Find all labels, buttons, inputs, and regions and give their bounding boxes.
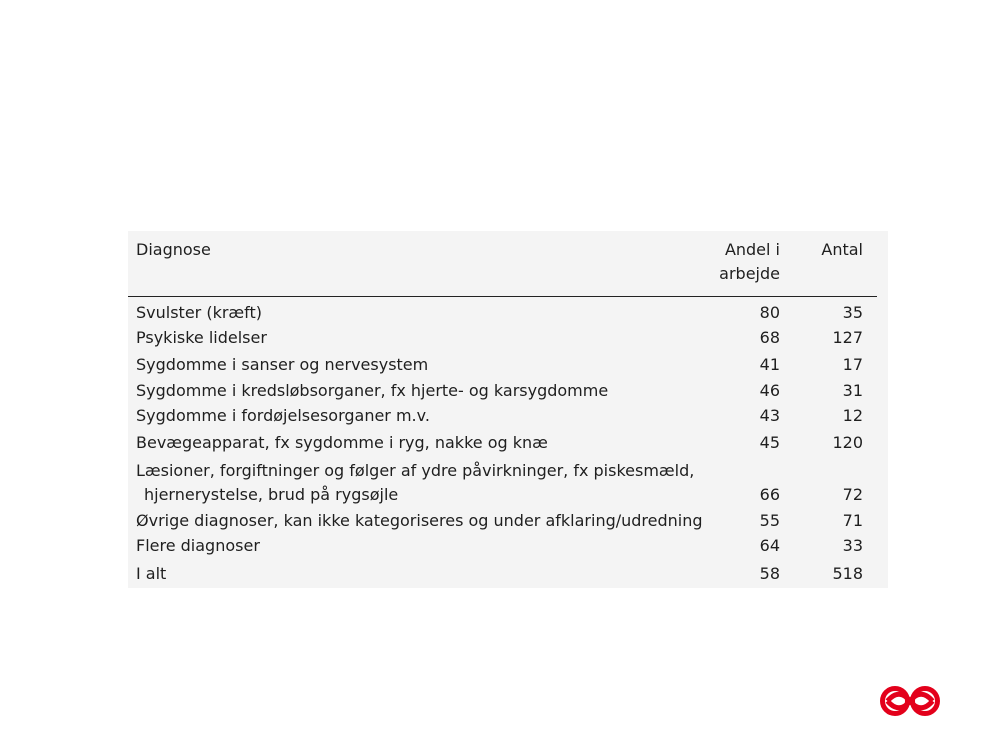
row-andel: 58: [759, 564, 780, 583]
row-andel: 43: [759, 406, 780, 425]
row-andel: 41: [759, 355, 780, 374]
row-label: Psykiske lidelser: [136, 328, 267, 347]
row-antal: 518: [832, 564, 863, 583]
table-row: [128, 509, 888, 533]
diagnosis-table: [128, 231, 888, 588]
header-divider: [128, 296, 877, 297]
table-row: [128, 534, 888, 558]
row-antal: 71: [842, 511, 863, 530]
row-antal: 12: [842, 406, 863, 425]
table-row-total: [128, 562, 888, 586]
row-antal: 35: [842, 303, 863, 322]
row-antal: 31: [842, 381, 863, 400]
row-label: I alt: [136, 564, 167, 583]
row-antal: 120: [832, 433, 863, 452]
header-diagnose: Diagnose: [136, 240, 211, 259]
row-andel: 66: [759, 485, 780, 504]
row-antal: 33: [842, 536, 863, 555]
row-label: Flere diagnoser: [136, 536, 260, 555]
infinity-logo-icon: [879, 685, 941, 717]
row-label-line1: Læsioner, forgiftninger og følger af ydre påvirkninger, fx piskesmæld,: [136, 461, 695, 480]
table-row: [128, 459, 888, 507]
header-andel-i-arbejde: [719, 238, 780, 286]
row-antal: 72: [842, 485, 863, 504]
row-andel: 80: [759, 303, 780, 322]
row-label: [136, 459, 694, 507]
header-andel-line2: arbejde: [719, 264, 780, 283]
header-antal: Antal: [821, 240, 863, 259]
row-label: Svulster (kræft): [136, 303, 262, 322]
table-row: [128, 404, 888, 428]
table-row: [128, 326, 888, 350]
row-label-line2: hjernerystelse, brud på rygsøjle: [144, 485, 399, 504]
row-andel: 45: [759, 433, 780, 452]
table-row: [128, 431, 888, 455]
row-label: Øvrige diagnoser, kan ikke kategoriseres og under afklaring/udredning: [136, 511, 703, 530]
row-antal: 17: [842, 355, 863, 374]
header-andel-line1: Andel i: [724, 240, 780, 259]
row-label: Sygdomme i fordøjelsesorganer m.v.: [136, 406, 430, 425]
row-label: Sygdomme i sanser og nervesystem: [136, 355, 429, 374]
row-antal: 127: [832, 328, 863, 347]
row-label: Sygdomme i kredsløbsorganer, fx hjerte- og karsygdomme: [136, 381, 609, 400]
table-row: [128, 379, 888, 403]
row-andel: 64: [759, 536, 780, 555]
table-row: [128, 301, 888, 325]
row-andel: 68: [759, 328, 780, 347]
table-row: [128, 353, 888, 377]
row-andel: 46: [759, 381, 780, 400]
row-label: Bevægeapparat, fx sygdomme i ryg, nakke og knæ: [136, 433, 548, 452]
row-andel: 55: [759, 511, 780, 530]
